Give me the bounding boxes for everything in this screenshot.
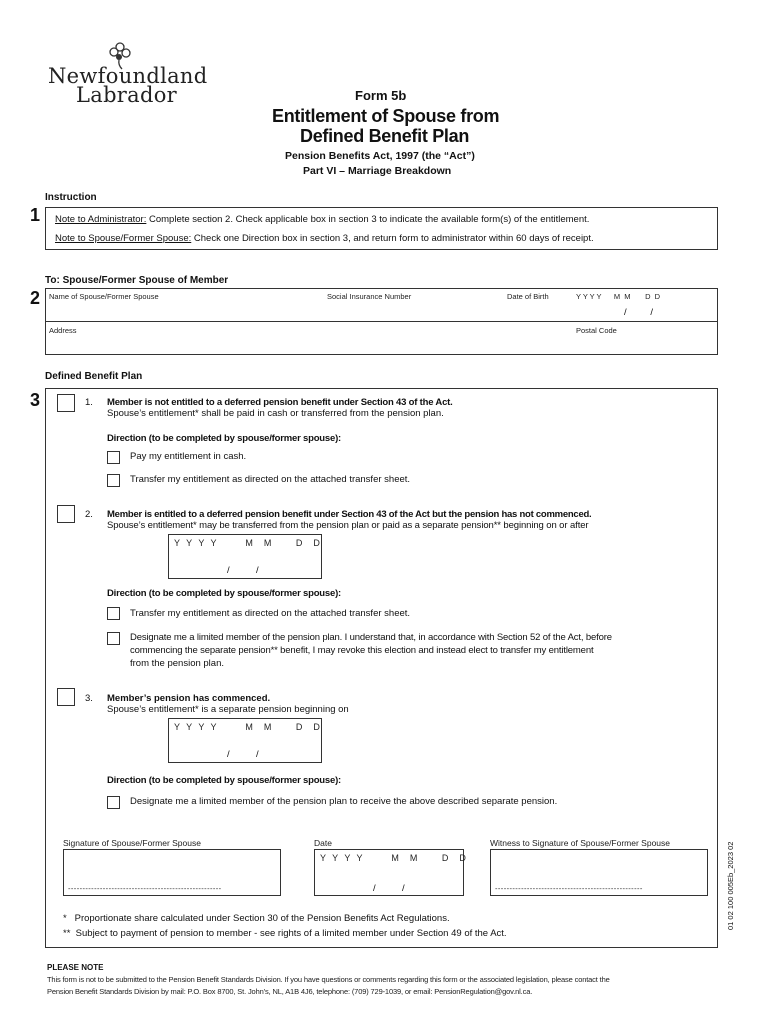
option-3-date-field[interactable]	[168, 718, 322, 763]
option-2-limited-member-checkbox[interactable]	[107, 632, 120, 645]
dob-format: Y Y Y Y M M D D	[576, 292, 661, 301]
option-2-direction-label: Direction (to be completed by spouse/former spouse):	[107, 588, 341, 599]
option-3-direction-label: Direction (to be completed by spouse/former spouse):	[107, 775, 341, 786]
option-3-limited-member-checkbox[interactable]	[107, 796, 120, 809]
footnote-1: * Proportionate share calculated under Section 30 of the Pension Benefits Act Regulations.	[63, 913, 450, 924]
form-title-line-1: Entitlement of Spouse from	[272, 106, 500, 126]
admin-note-text: Complete section 2. Check applicable box in section 3 to indicate the available form(s) of the entitlement.	[146, 214, 590, 225]
dob-separators: / /	[624, 307, 654, 318]
option-1-transfer-label: Transfer my entitlement as directed on the attached transfer sheet.	[130, 474, 411, 485]
option-3-checkbox[interactable]	[57, 688, 75, 706]
dob-field[interactable]	[576, 301, 714, 319]
spouse-note	[55, 233, 594, 244]
option-2-title: Member is entitled to a deferred pension benefit under Section 43 of the Act but the pension has not commenced.	[107, 509, 592, 520]
witness-dashes: ---------------------------------------------------	[495, 884, 643, 893]
option-1-direction-label: Direction (to be completed by spouse/former spouse):	[107, 433, 341, 444]
option-2-date-format: Y Y Y Y M M D D	[174, 538, 322, 548]
name-field[interactable]	[48, 301, 323, 319]
form-number: Form 5b	[355, 88, 407, 103]
section-3-label: Defined Benefit Plan	[45, 371, 143, 382]
option-3-number: 3.	[85, 693, 93, 704]
address-field[interactable]	[48, 335, 568, 353]
option-3-title: Member’s pension has commenced.	[107, 693, 271, 704]
instruction-label: Instruction	[45, 192, 97, 203]
option-2-limited-line-1: Designate me a limited member of the pension plan. I understand that, in accordance with Section 52 of the Act, before	[130, 632, 612, 643]
logo-line-2: Labrador	[76, 83, 177, 107]
option-2-date-separators: / /	[227, 565, 259, 576]
footnote-2: ** Subject to payment of pension to member - see rights of a limited member under Section 49 of the Act.	[63, 928, 507, 939]
spouse-info-box	[45, 288, 718, 355]
sin-label: Social Insurance Number	[327, 292, 412, 301]
option-3-date-format: Y Y Y Y M M D D	[174, 722, 322, 732]
dob-label: Date of Birth	[507, 292, 549, 301]
admin-note	[55, 214, 589, 225]
signature-dashes: -----------------------------------------------------	[68, 884, 222, 893]
option-2-transfer-label: Transfer my entitlement as directed on the attached transfer sheet.	[130, 608, 411, 619]
footer-line-2: Pension Benefit Standards Division by mail: P.O. Box 8700, St. John’s, NL, A1B 4J6, telephone: (709) 729-1039, or email: PensionRegulation@gov.nl.ca.	[47, 987, 533, 996]
option-2-limited-line-3: from the pension plan.	[130, 658, 225, 669]
admin-note-label: Note to Administrator:	[55, 214, 147, 225]
form-title-line-2: Defined Benefit Plan	[300, 126, 470, 146]
section-number-3: 3	[30, 390, 41, 410]
postal-code-field[interactable]	[576, 335, 714, 353]
option-1-transfer-checkbox[interactable]	[107, 474, 120, 487]
sin-field[interactable]	[327, 301, 497, 319]
date-label: Date	[314, 838, 332, 848]
section-number-1: 1	[30, 205, 41, 225]
option-1-title: Member is not entitled to a deferred pension benefit under Section 43 of the Act.	[107, 397, 453, 408]
spouse-note-label: Note to Spouse/Former Spouse:	[55, 233, 192, 244]
signature-label: Signature of Spouse/Former Spouse	[63, 838, 201, 848]
footer-line-1: This form is not to be submitted to the Pension Benefit Standards Division. If you have questions or comments regarding this form or the associated legislation, please contact the	[47, 975, 610, 984]
option-2-checkbox[interactable]	[57, 505, 75, 523]
part-reference: Part VI – Marriage Breakdown	[303, 165, 452, 177]
option-3-text: Spouse’s entitlement* is a separate pension beginning on	[107, 704, 349, 715]
witness-field[interactable]	[490, 849, 708, 896]
address-label: Address	[49, 326, 77, 335]
please-note-label: PLEASE NOTE	[47, 963, 104, 972]
option-1-cash-checkbox[interactable]	[107, 451, 120, 464]
option-3-limited-label: Designate me a limited member of the pension plan to receive the above described separate pension.	[130, 796, 558, 807]
option-1-number: 1.	[85, 397, 93, 408]
logo	[48, 40, 208, 120]
section-number-2: 2	[30, 288, 41, 308]
postal-code-label: Postal Code	[576, 326, 617, 335]
option-2-transfer-checkbox[interactable]	[107, 607, 120, 620]
option-1-cash-label: Pay my entitlement in cash.	[130, 451, 247, 462]
act-reference: Pension Benefits Act, 1997 (the “Act”)	[285, 150, 475, 162]
option-2-limited-line-2: commencing the separate pension** benefit, I may revoke this election and instead elect to transfer my entitlement	[130, 645, 594, 656]
signature-field[interactable]	[63, 849, 281, 896]
option-1-text: Spouse’s entitlement* shall be paid in cash or transferred from the pension plan.	[107, 408, 444, 419]
signature-date-separators: / /	[373, 883, 405, 894]
row-divider	[46, 321, 717, 322]
option-2-text: Spouse’s entitlement* may be transferred from the pension plan or paid as a separate pension** beginning on or after	[107, 520, 589, 531]
form-code: 01 02 100 005Eb_2023 02	[726, 841, 735, 930]
logo-line-1: Newfoundland	[48, 64, 208, 88]
instruction-box	[45, 207, 718, 250]
signature-date-field[interactable]	[314, 849, 468, 896]
option-2-number: 2.	[85, 509, 93, 520]
option-1-checkbox[interactable]	[57, 394, 75, 412]
signature-date-format: Y Y Y Y M M D D	[320, 853, 468, 863]
witness-label: Witness to Signature of Spouse/Former Spouse	[490, 838, 671, 848]
name-label: Name of Spouse/Former Spouse	[49, 292, 159, 301]
option-2-date-field[interactable]	[168, 534, 322, 579]
section-2-label: To: Spouse/Former Spouse of Member	[45, 275, 229, 286]
spouse-note-text: Check one Direction box in section 3, and return form to administrator within 60 days of receipt.	[191, 233, 594, 244]
option-3-date-separators: / /	[227, 749, 259, 760]
